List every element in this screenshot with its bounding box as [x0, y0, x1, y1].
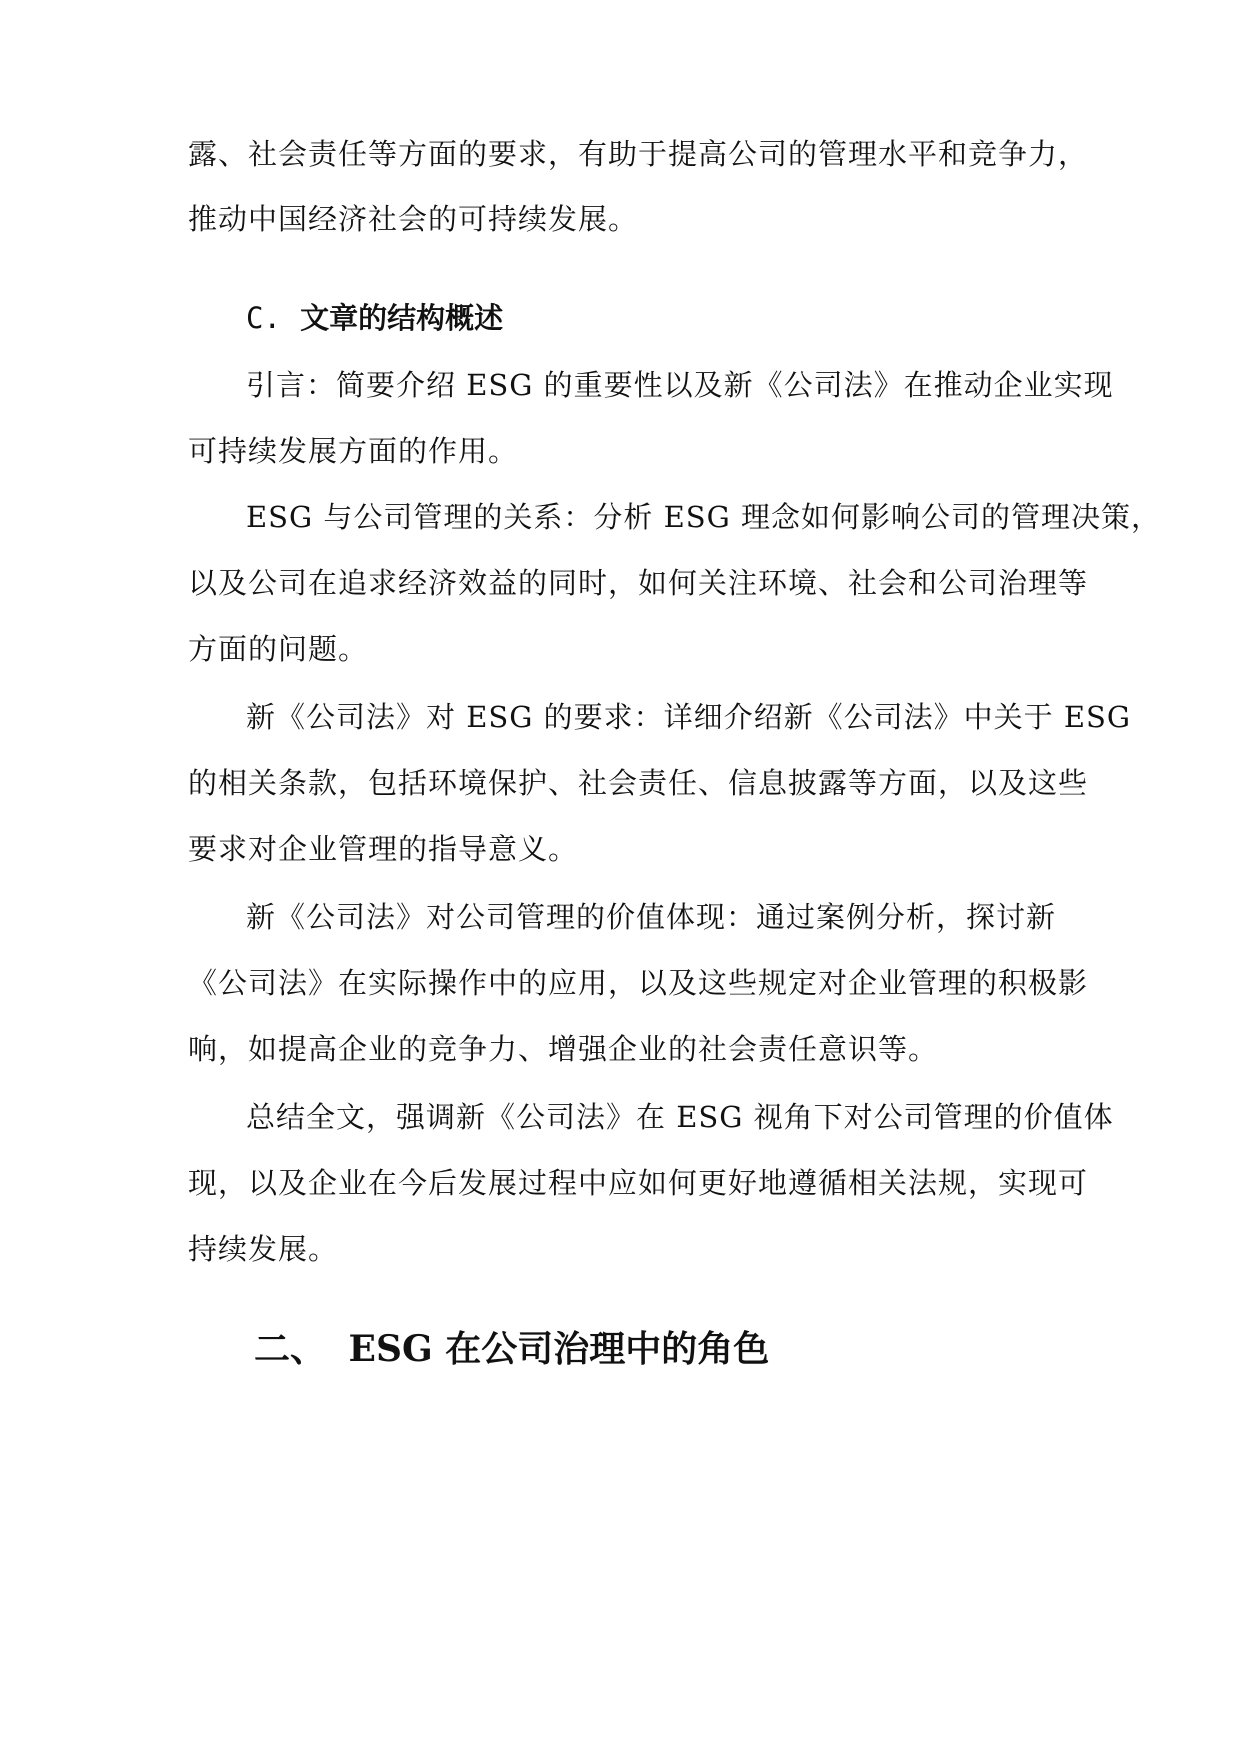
paragraph-law-requirements-line-1: 新《公司法》对 ESG 的要求：详细介绍新《公司法》中关于 ESG: [246, 700, 1132, 734]
subsection-c-heading: [246, 298, 503, 338]
paragraph-esg-management-line-1: ESG 与公司管理的关系：分析 ESG 理念如何影响公司的管理决策，: [246, 500, 1162, 534]
paragraph-law-requirements-line-3: 要求对企业管理的指导意义。: [188, 832, 579, 866]
paragraph-law-value-line-3: 响，如提高企业的竞争力、增强企业的社会责任意识等。: [188, 1032, 939, 1066]
paragraph-summary-line-1: 总结全文，强调新《公司法》在 ESG 视角下对公司管理的价值体: [246, 1100, 1114, 1134]
paragraph-law-value-line-1: 新《公司法》对公司管理的价值体现：通过案例分析，探讨新: [246, 900, 1057, 934]
subsection-c-label: C.: [246, 301, 281, 335]
intro-line-2: 推动中国经济社会的可持续发展。: [188, 202, 639, 236]
section-two-heading: [254, 1326, 769, 1372]
paragraph-law-requirements-line-2: 的相关条款，包括环境保护、社会责任、信息披露等方面，以及这些: [188, 766, 1089, 800]
paragraph-summary-line-2: 现，以及企业在今后发展过程中应如何更好地遵循相关法规，实现可: [188, 1166, 1089, 1200]
subsection-c-title: 文章的结构概述: [300, 301, 504, 335]
paragraph-intro-line-2: 可持续发展方面的作用。: [188, 434, 519, 468]
paragraph-esg-management-line-3: 方面的问题。: [188, 632, 369, 666]
paragraph-esg-management-line-2: 以及公司在追求经济效益的同时，如何关注环境、社会和公司治理等: [188, 566, 1089, 600]
paragraph-intro-line-1: 引言：简要介绍 ESG 的重要性以及新《公司法》在推动企业实现: [246, 368, 1114, 402]
section-two-title: ESG 在公司治理中的角色: [348, 1328, 770, 1370]
intro-line-1: 露、社会责任等方面的要求，有助于提高公司的管理水平和竞争力，: [188, 137, 1089, 171]
section-two-number: 二、: [254, 1328, 327, 1370]
paragraph-law-value-line-2: 《公司法》在实际操作中的应用，以及这些规定对企业管理的积极影: [188, 966, 1089, 1000]
paragraph-summary-line-3: 持续发展。: [188, 1232, 339, 1266]
